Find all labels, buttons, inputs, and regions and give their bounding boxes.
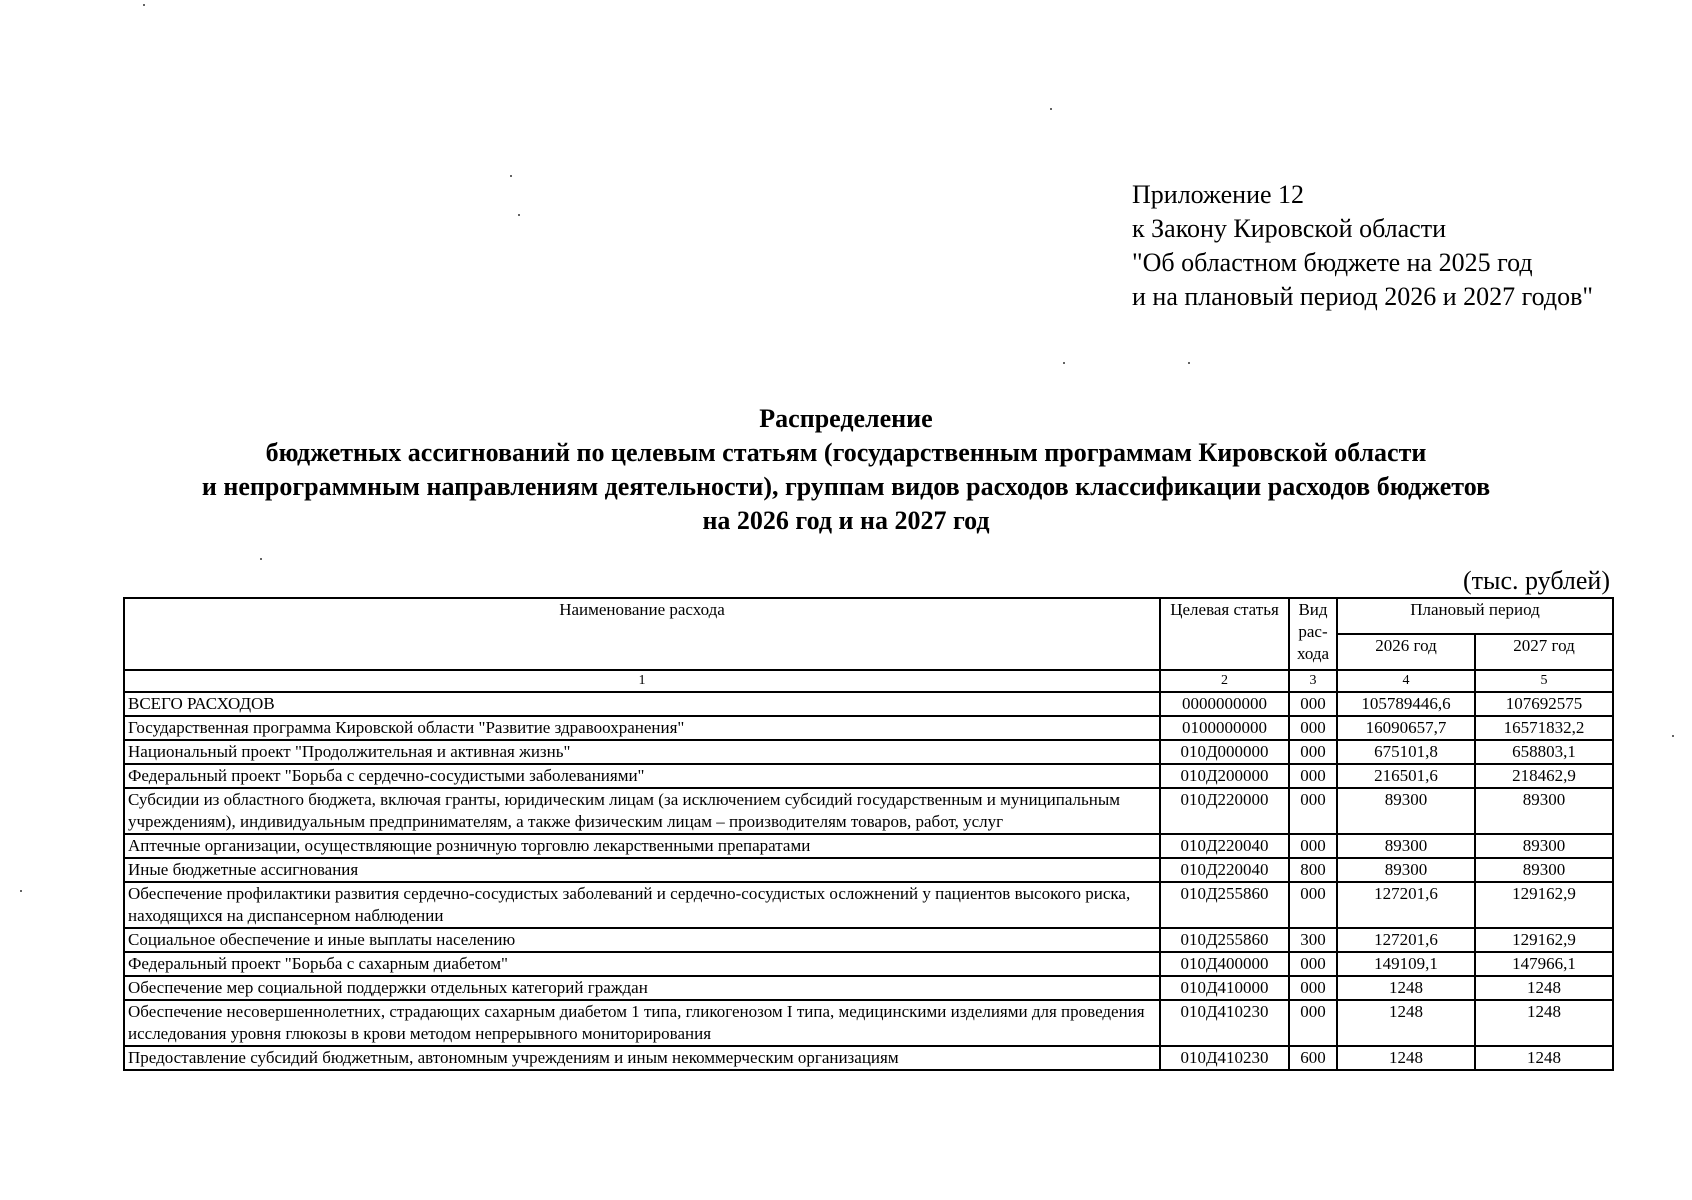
row-target-cell: 0100000000 <box>1160 716 1289 740</box>
scan-speck <box>1063 362 1065 364</box>
table-row <box>124 858 1613 882</box>
row-kind-cell: 000 <box>1289 952 1337 976</box>
budget-table <box>123 597 1614 1071</box>
row-name-cell: Иные бюджетные ассигнования <box>124 858 1160 882</box>
row-2027-cell: 107692575 <box>1475 692 1613 716</box>
table-row <box>124 882 1613 928</box>
row-2026-cell: 89300 <box>1337 788 1475 834</box>
row-2026-cell: 1248 <box>1337 1046 1475 1070</box>
header-2026: 2026 год <box>1337 634 1475 670</box>
col-number: 4 <box>1337 670 1475 692</box>
row-kind-cell: 000 <box>1289 716 1337 740</box>
row-target-cell: 010Д220040 <box>1160 858 1289 882</box>
row-name-cell: Обеспечение несовершеннолетних, страдающих сахарным диабетом 1 типа, гликогенозом I типа, медицинскими изделиями для проведения исследования уровня глюкозы в крови методом непрерывного мониторирования <box>124 1000 1160 1046</box>
row-2027-cell: 129162,9 <box>1475 928 1613 952</box>
title-line-3: и непрограммным направлениям деятельности), группам видов расходов классификации расходов бюджетов <box>201 472 1491 501</box>
row-name-cell: Федеральный проект "Борьба с сердечно-сосудистыми заболеваниями" <box>124 764 1160 788</box>
row-target-cell: 010Д255860 <box>1160 882 1289 928</box>
table-row <box>124 764 1613 788</box>
row-target-cell: 010Д000000 <box>1160 740 1289 764</box>
row-kind-cell: 000 <box>1289 834 1337 858</box>
row-name-cell: Федеральный проект "Борьба с сахарным диабетом" <box>124 952 1160 976</box>
header-target: Целевая статья <box>1160 598 1289 670</box>
table-row <box>124 716 1613 740</box>
row-name-cell: Обеспечение мер социальной поддержки отдельных категорий граждан <box>124 976 1160 1000</box>
annex-line-3: "Об областном бюджете на 2025 год <box>1132 248 1533 277</box>
row-kind-cell: 000 <box>1289 740 1337 764</box>
title-line-2: бюджетных ассигнований по целевым статьям (государственным программам Кировской области <box>265 438 1427 467</box>
row-name-cell: Предоставление субсидий бюджетным, автономным учреждениям и иным некоммерческим организациям <box>124 1046 1160 1070</box>
unit-label: (тыс. рублей) <box>1462 566 1610 595</box>
row-2026-cell: 216501,6 <box>1337 764 1475 788</box>
row-2027-cell: 89300 <box>1475 834 1613 858</box>
scan-speck <box>1188 362 1190 364</box>
annex-line-2: к Закону Кировской области <box>1132 214 1446 243</box>
col-number: 5 <box>1475 670 1613 692</box>
row-2026-cell: 127201,6 <box>1337 882 1475 928</box>
row-kind-cell: 800 <box>1289 858 1337 882</box>
table-row <box>124 692 1613 716</box>
row-name-cell: Социальное обеспечение и иные выплаты населению <box>124 928 1160 952</box>
row-target-cell: 010Д400000 <box>1160 952 1289 976</box>
annex-line-4: и на плановый период 2026 и 2027 годов" <box>1132 282 1594 311</box>
row-name-cell: ВСЕГО РАСХОДОВ <box>124 692 1160 716</box>
document-title <box>0 402 1692 538</box>
row-2027-cell: 129162,9 <box>1475 882 1613 928</box>
scan-speck <box>20 890 22 892</box>
row-2026-cell: 105789446,6 <box>1337 692 1475 716</box>
row-2027-cell: 218462,9 <box>1475 764 1613 788</box>
column-number-row <box>124 670 1613 692</box>
table-row <box>124 928 1613 952</box>
scan-speck <box>1050 108 1052 110</box>
row-kind-cell: 000 <box>1289 764 1337 788</box>
header-name: Наименование расхода <box>124 598 1160 670</box>
header-2027: 2027 год <box>1475 634 1613 670</box>
row-2027-cell: 1248 <box>1475 1046 1613 1070</box>
scan-speck <box>143 4 145 6</box>
row-kind-cell: 600 <box>1289 1046 1337 1070</box>
table-row <box>124 952 1613 976</box>
col-number: 3 <box>1289 670 1337 692</box>
row-kind-cell: 000 <box>1289 976 1337 1000</box>
row-kind-cell: 000 <box>1289 1000 1337 1046</box>
annex-block <box>1132 178 1593 314</box>
row-target-cell: 010Д410000 <box>1160 976 1289 1000</box>
row-2026-cell: 149109,1 <box>1337 952 1475 976</box>
row-2027-cell: 89300 <box>1475 788 1613 834</box>
scan-speck <box>1672 735 1674 737</box>
row-2026-cell: 1248 <box>1337 976 1475 1000</box>
row-2026-cell: 16090657,7 <box>1337 716 1475 740</box>
row-2026-cell: 1248 <box>1337 1000 1475 1046</box>
row-2026-cell: 675101,8 <box>1337 740 1475 764</box>
row-target-cell: 010Д255860 <box>1160 928 1289 952</box>
title-line-4: на 2026 год и на 2027 год <box>702 506 990 535</box>
row-2027-cell: 658803,1 <box>1475 740 1613 764</box>
scan-speck <box>260 558 262 560</box>
row-target-cell: 010Д200000 <box>1160 764 1289 788</box>
header-row-1 <box>124 598 1613 634</box>
row-name-cell: Аптечные организации, осуществляющие розничную торговлю лекарственными препаратами <box>124 834 1160 858</box>
header-kind: Вид рас-хода <box>1289 598 1337 670</box>
row-name-cell: Национальный проект "Продолжительная и активная жизнь" <box>124 740 1160 764</box>
row-name-cell: Обеспечение профилактики развития сердечно-сосудистых заболеваний и сердечно-сосудистых осложнений у пациентов высокого риска, находящихся на диспансерном наблюдении <box>124 882 1160 928</box>
row-kind-cell: 000 <box>1289 788 1337 834</box>
row-2027-cell: 89300 <box>1475 858 1613 882</box>
scan-speck <box>518 214 520 216</box>
scan-speck <box>510 175 512 177</box>
row-target-cell: 010Д410230 <box>1160 1046 1289 1070</box>
row-target-cell: 010Д410230 <box>1160 1000 1289 1046</box>
row-target-cell: 010Д220040 <box>1160 834 1289 858</box>
row-2027-cell: 1248 <box>1475 976 1613 1000</box>
table-row <box>124 740 1613 764</box>
row-name-cell: Государственная программа Кировской области "Развитие здравоохранения" <box>124 716 1160 740</box>
table-row <box>124 1046 1613 1070</box>
row-kind-cell: 000 <box>1289 882 1337 928</box>
annex-line-1: Приложение 12 <box>1132 180 1305 209</box>
row-target-cell: 0000000000 <box>1160 692 1289 716</box>
row-kind-cell: 300 <box>1289 928 1337 952</box>
row-2026-cell: 127201,6 <box>1337 928 1475 952</box>
table-row <box>124 834 1613 858</box>
row-2026-cell: 89300 <box>1337 858 1475 882</box>
row-name-cell: Субсидии из областного бюджета, включая гранты, юридическим лицам (за исключением субсидий государственным и муниципальным учреждениям), индивидуальным предпринимателям, а также физическим лицам – производителям товаров, работ, услуг <box>124 788 1160 834</box>
row-2027-cell: 147966,1 <box>1475 952 1613 976</box>
table-row <box>124 788 1613 834</box>
table-row <box>124 1000 1613 1046</box>
row-2026-cell: 89300 <box>1337 834 1475 858</box>
row-2027-cell: 16571832,2 <box>1475 716 1613 740</box>
row-target-cell: 010Д220000 <box>1160 788 1289 834</box>
title-line-1: Распределение <box>759 404 933 433</box>
table-row <box>124 976 1613 1000</box>
col-number: 1 <box>124 670 1160 692</box>
row-kind-cell: 000 <box>1289 692 1337 716</box>
col-number: 2 <box>1160 670 1289 692</box>
row-2027-cell: 1248 <box>1475 1000 1613 1046</box>
header-planned: Плановый период <box>1337 598 1613 634</box>
